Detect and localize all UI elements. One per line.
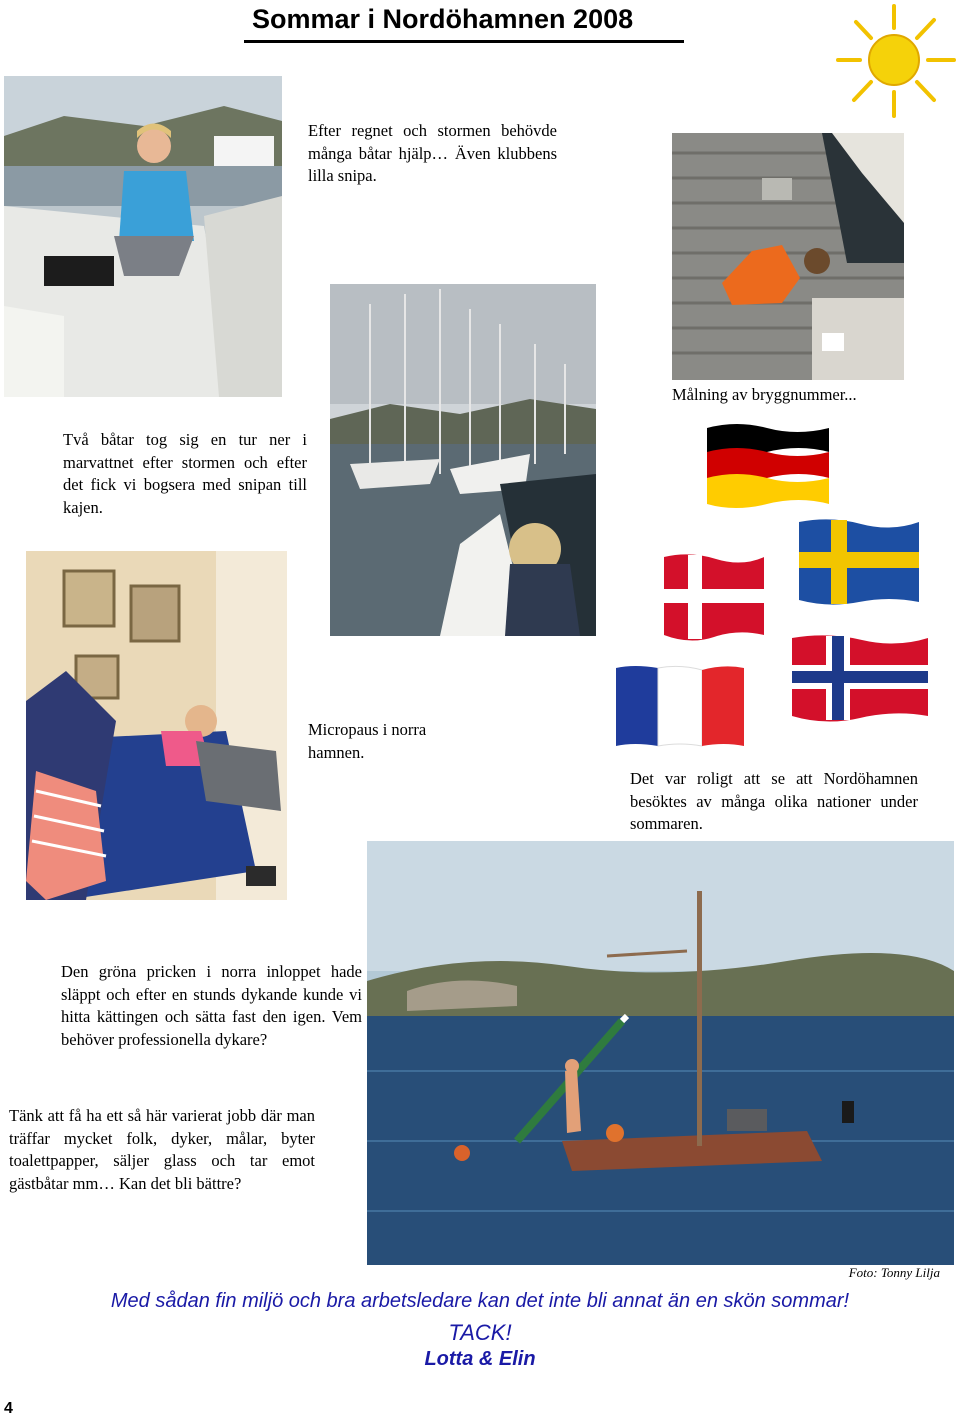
caption-variety: Tänk att få ha ett så här varierat jobb där man träffar mycket folk, dyker, målar, byter toalettpapper, säljer glass och tar emot gästbåtar mm… Kan det bli bättre? [9, 1106, 315, 1193]
closing-thanks: TACK! [448, 1320, 512, 1345]
photo-raft-divers [367, 841, 954, 1265]
page-title: Sommar i Nordöhamnen 2008 [252, 4, 634, 34]
caption-painting: Målning av bryggnummer... [672, 385, 857, 404]
caption-towing: Två båtar tog sig en tur ner i marvattnet efter stormen och efter det fick vi bogsera med snipan till kajen. [63, 430, 307, 517]
flag-germany-icon [703, 420, 833, 510]
photo-painting-pier-number [672, 133, 904, 380]
closing-message: Med sådan fin miljö och bra arbetsledare kan det inte bli annat än en skön sommar! [110, 1290, 850, 1312]
caption-diving: Den gröna pricken i norra inloppet hade släppt och efter en stunds dykande kunde vi hitta kättingen och sätta fast den igen. Vem behöver professionella dykare? [61, 962, 362, 1049]
sun-icon [828, 2, 958, 120]
photo-micropaus [26, 551, 287, 900]
page-number: 4 [4, 1400, 13, 1417]
photo-harbour-boats [330, 284, 596, 636]
flag-sweden-icon [795, 516, 923, 608]
caption-boats-help: Efter regnet och stormen behövde många båtar hjälp… Även klubbens lilla snipa. [308, 121, 557, 185]
flag-denmark-icon [660, 551, 768, 643]
photo-woman-on-boat [4, 76, 282, 397]
caption-nations: Det var roligt att se att Nordöhamnen besöktes av många olika nationer under sommaren. [630, 769, 918, 833]
photo-credit: Foto: Tonny Lilja [848, 1265, 940, 1280]
caption-micropaus: Micropaus i norra hamnen. [308, 720, 427, 762]
flag-norway-icon [788, 632, 932, 722]
flag-france-icon [612, 660, 748, 750]
title-underline [244, 40, 684, 43]
closing-signature: Lotta & Elin [424, 1348, 536, 1370]
